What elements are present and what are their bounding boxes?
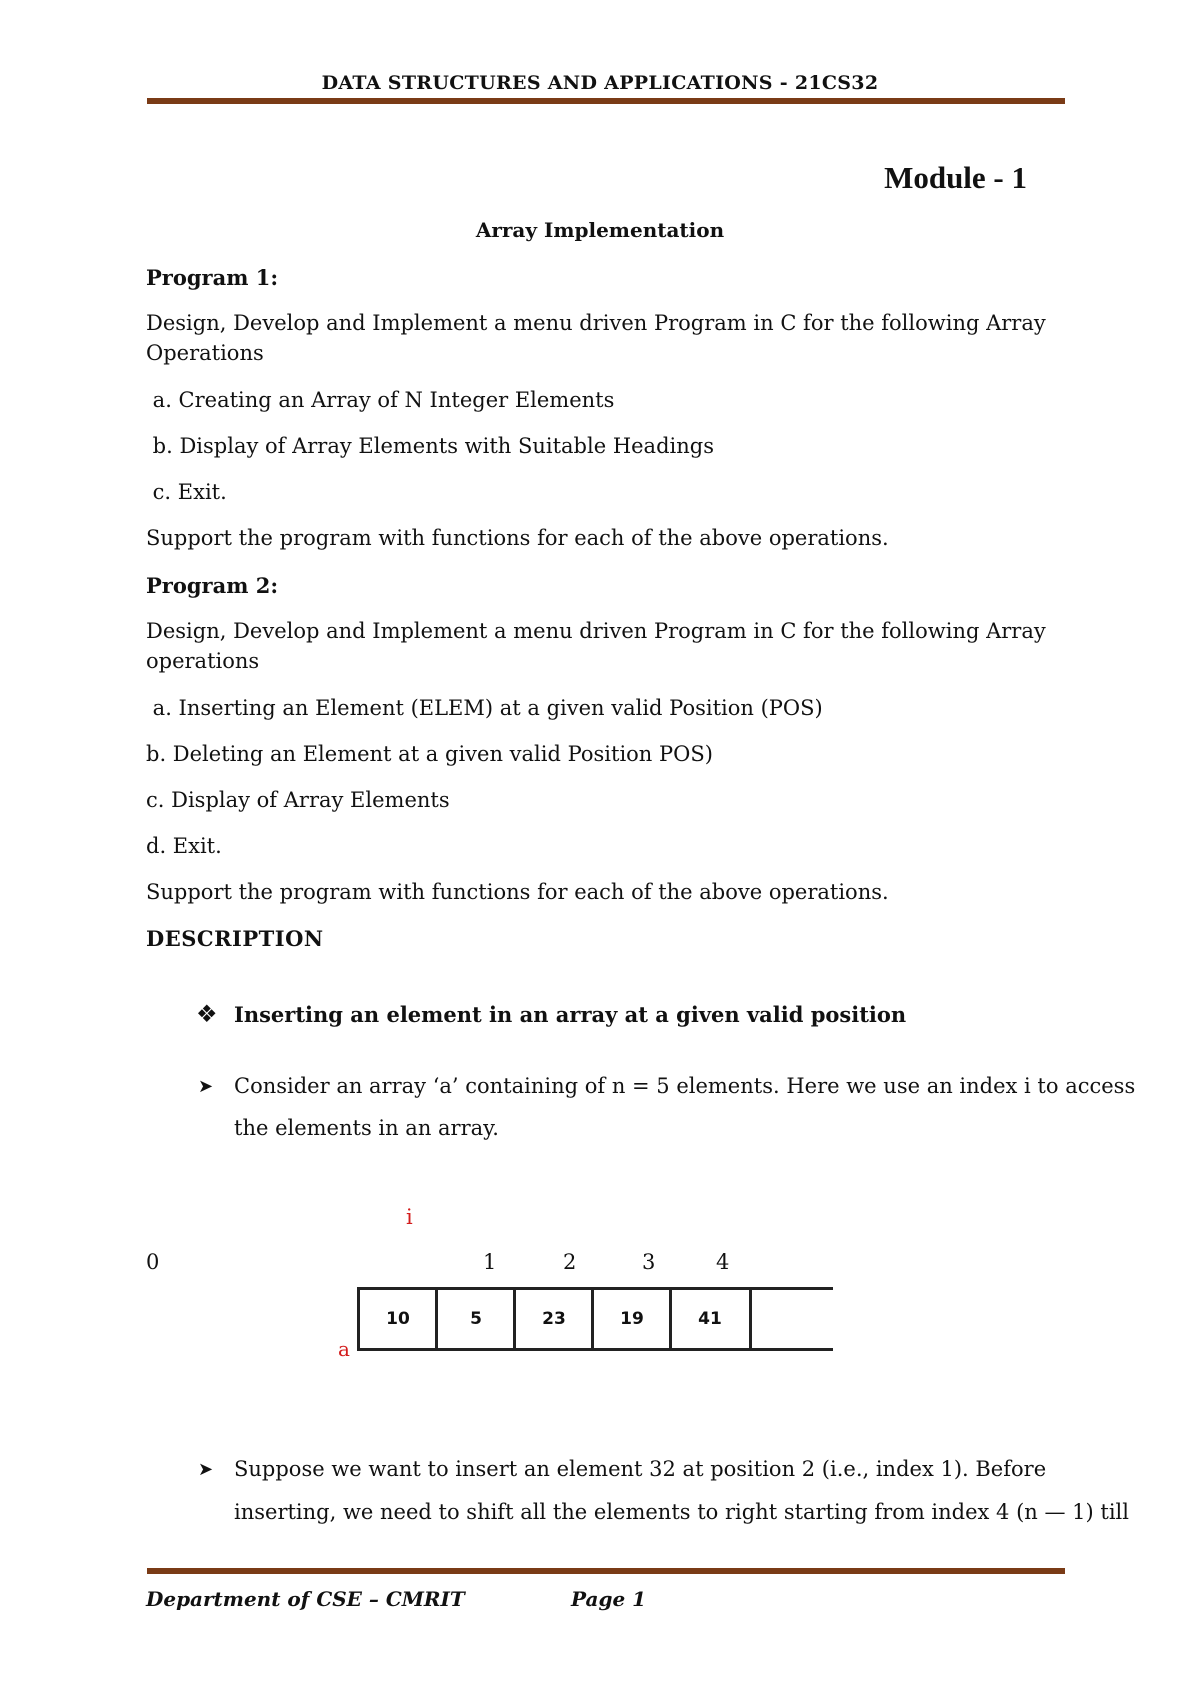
program1-intro-line2: Operations	[146, 341, 264, 365]
program1-support: Support the program with functions for each of the above operations.	[146, 526, 889, 550]
array-bottom-border	[357, 1348, 833, 1351]
arrow-bullet-icon: ➤	[198, 1459, 214, 1480]
array-label: a	[338, 1337, 350, 1361]
program2-item: b. Deleting an Element at a given valid Position POS)	[146, 742, 713, 766]
footer-page-number: Page 1	[571, 1587, 647, 1611]
program2-support: Support the program with functions for each of the above operations.	[146, 880, 889, 904]
point2-line1: Suppose we want to insert an element 32 at position 2 (i.e., index 1). Before	[234, 1457, 1047, 1481]
description-heading: DESCRIPTION	[146, 926, 324, 951]
program1-item: a. Creating an Array of N Integer Elements	[146, 388, 615, 412]
program2-intro-line1: Design, Develop and Implement a menu driven Program in C for the following Array	[146, 619, 1046, 643]
program2-heading: Program 2:	[146, 573, 279, 598]
footer-rule	[147, 1568, 1065, 1574]
header-title: DATA STRUCTURES AND APPLICATIONS - 21CS32	[321, 72, 879, 94]
arrow-bullet-icon: ➤	[198, 1076, 214, 1097]
program2-item: a. Inserting an Element (ELEM) at a given valid Position (POS)	[146, 696, 823, 720]
program2-item: d. Exit.	[146, 834, 222, 858]
point2-line2: inserting, we need to shift all the elements to right starting from index 4 (n — 1) till	[234, 1500, 1129, 1524]
point1-line2: the elements in an array.	[234, 1116, 499, 1140]
bullet-heading: Inserting an element in an array at a given valid position	[234, 1002, 907, 1027]
array-index-2: 2	[563, 1250, 577, 1274]
array-cell: 41	[669, 1290, 748, 1348]
section-title: Array Implementation	[475, 218, 725, 242]
program2-item: c. Display of Array Elements	[146, 788, 450, 812]
module-title: Module - 1	[884, 160, 1027, 195]
array-cell: 5	[435, 1290, 514, 1348]
array-index-0: 0	[146, 1250, 160, 1274]
point1-line1: Consider an array ‘a’ containing of n = 5 elements. Here we use an index i to access	[234, 1074, 1136, 1098]
diamond-bullet-icon: ❖	[196, 1000, 218, 1028]
array-index-4: 4	[716, 1250, 730, 1274]
program1-item: b. Display of Array Elements with Suitable Headings	[146, 434, 714, 458]
array-cell: 23	[513, 1290, 592, 1348]
array-index-3: 3	[642, 1250, 656, 1274]
program1-heading: Program 1:	[146, 265, 279, 290]
program2-intro-line2: operations	[146, 649, 260, 673]
array-index-1: 1	[483, 1250, 497, 1274]
program1-item: c. Exit.	[146, 480, 227, 504]
array-empty-cell	[749, 1290, 836, 1348]
array-cell: 10	[357, 1290, 436, 1348]
footer-department: Department of CSE – CMRIT	[146, 1587, 465, 1611]
program1-intro-line1: Design, Develop and Implement a menu driven Program in C for the following Array	[146, 311, 1046, 335]
pointer-label: i	[406, 1205, 413, 1229]
array-cell: 19	[591, 1290, 670, 1348]
header-rule	[147, 98, 1065, 104]
